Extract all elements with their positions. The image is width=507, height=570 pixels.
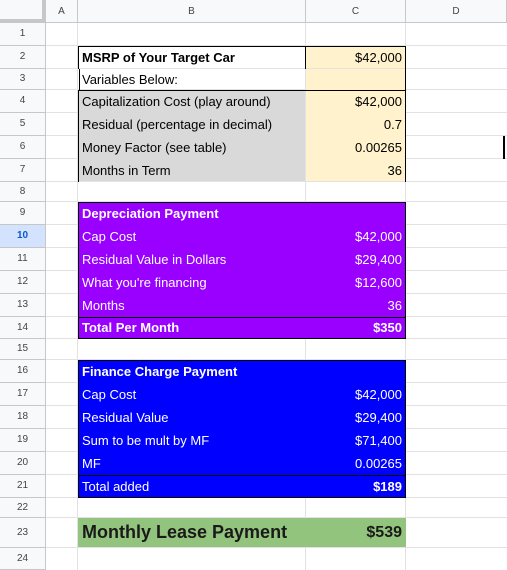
row-header[interactable]: 4: [0, 90, 46, 113]
months-input[interactable]: 36: [387, 163, 402, 178]
row-header[interactable]: 13: [0, 294, 46, 317]
depreciation-total-value[interactable]: $350: [373, 320, 402, 335]
row-header[interactable]: 3: [0, 69, 46, 90]
depreciation-months-label[interactable]: Months: [82, 298, 125, 313]
row-header-selected[interactable]: 10: [0, 225, 46, 248]
row-header[interactable]: 15: [0, 339, 46, 360]
depreciation-months-value[interactable]: 36: [387, 298, 402, 313]
finance-sum-label[interactable]: Sum to be mult by MF: [82, 433, 210, 448]
border-line: [405, 46, 406, 90]
variables-value-bg: [306, 69, 405, 90]
finance-residual-label[interactable]: Residual Value: [82, 410, 169, 425]
finance-title[interactable]: Finance Charge Payment: [82, 364, 238, 379]
depreciation-title[interactable]: Depreciation Payment: [82, 206, 219, 221]
finance-total-label[interactable]: Total added: [82, 478, 150, 494]
finance-mf-label[interactable]: MF: [82, 456, 101, 471]
monthly-payment-label[interactable]: Monthly Lease Payment: [82, 522, 288, 542]
depreciation-residual-label[interactable]: Residual Value in Dollars: [82, 252, 227, 267]
gridline: [46, 547, 507, 548]
row-header[interactable]: 7: [0, 159, 46, 182]
column-header-d[interactable]: D: [406, 0, 507, 23]
row-header[interactable]: 21: [0, 475, 46, 498]
row-header[interactable]: 16: [0, 360, 46, 383]
row-header[interactable]: 2: [0, 46, 46, 69]
row-header[interactable]: 1: [0, 23, 46, 46]
residual-input[interactable]: 0.7: [383, 117, 402, 132]
column-header-b[interactable]: B: [78, 0, 306, 23]
row-header[interactable]: 17: [0, 383, 46, 406]
depreciation-financing-value[interactable]: $12,600: [355, 275, 402, 290]
row-header[interactable]: 14: [0, 317, 46, 339]
finance-residual-value[interactable]: $29,400: [355, 410, 402, 425]
row-header[interactable]: 11: [0, 248, 46, 271]
finance-cap-cost-label[interactable]: Cap Cost: [82, 387, 137, 402]
row-header[interactable]: 8: [0, 182, 46, 202]
months-label[interactable]: Months in Term: [82, 163, 171, 178]
column-header-a[interactable]: A: [46, 0, 78, 23]
monthly-payment-value[interactable]: $539: [366, 523, 402, 541]
residual-label[interactable]: Residual (percentage in decimal): [82, 117, 273, 132]
depreciation-cap-cost-value[interactable]: $42,000: [355, 229, 402, 244]
row-header[interactable]: 9: [0, 202, 46, 225]
column-header-c[interactable]: C: [306, 0, 406, 23]
depreciation-residual-value[interactable]: $29,400: [355, 252, 402, 267]
money-factor-input[interactable]: 0.00265: [355, 140, 402, 155]
msrp-label[interactable]: MSRP of Your Target Car: [82, 50, 235, 65]
select-all-corner[interactable]: [0, 0, 46, 23]
finance-sum-value[interactable]: $71,400: [355, 433, 402, 448]
row-header[interactable]: 6: [0, 136, 46, 159]
finance-cap-cost-value[interactable]: $42,000: [355, 387, 402, 402]
row-header[interactable]: 19: [0, 429, 46, 452]
finance-total-value[interactable]: $189: [373, 478, 402, 494]
row-header[interactable]: 22: [0, 498, 46, 518]
msrp-value[interactable]: $42,000: [355, 50, 402, 65]
finance-mf-value[interactable]: 0.00265: [355, 456, 402, 471]
variables-label[interactable]: Variables Below:: [82, 72, 178, 87]
row-header[interactable]: 23: [0, 518, 46, 548]
row-header[interactable]: 18: [0, 406, 46, 429]
cap-cost-input[interactable]: $42,000: [355, 94, 402, 109]
depreciation-total-label[interactable]: Total Per Month: [82, 320, 180, 335]
depreciation-financing-label[interactable]: What you're financing: [82, 275, 207, 290]
border-line: [503, 136, 505, 159]
money-factor-label[interactable]: Money Factor (see table): [82, 140, 227, 155]
row-header[interactable]: 12: [0, 271, 46, 294]
depreciation-cap-cost-label[interactable]: Cap Cost: [82, 229, 137, 244]
row-header[interactable]: 5: [0, 113, 46, 136]
row-header[interactable]: 24: [0, 548, 46, 570]
row-header[interactable]: 20: [0, 452, 46, 475]
cap-cost-label[interactable]: Capitalization Cost (play around): [82, 94, 271, 109]
